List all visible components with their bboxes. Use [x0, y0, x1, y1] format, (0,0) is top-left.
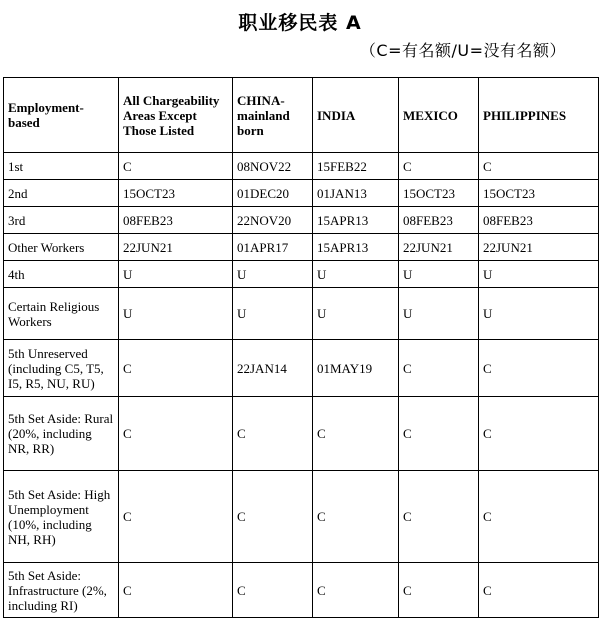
table-cell: U: [399, 288, 479, 340]
table-cell: 08NOV22: [233, 153, 313, 180]
table-cell: C: [313, 563, 399, 618]
table-row: [4, 397, 599, 471]
row-category: Other Workers: [4, 234, 119, 261]
table-cell: C: [233, 397, 313, 471]
table-cell: 22NOV20: [233, 207, 313, 234]
table-cell: C: [119, 563, 233, 618]
table-cell: 15APR13: [313, 234, 399, 261]
header-row: [4, 78, 599, 153]
table-cell: 22JUN21: [479, 234, 599, 261]
table-cell: C: [399, 397, 479, 471]
table-cell: 15OCT23: [119, 180, 233, 207]
row-category: 5th Set Aside: Infrastructure (2%, including RI): [4, 563, 119, 618]
row-category: 3rd: [4, 207, 119, 234]
table-row: [4, 261, 599, 288]
table-row: [4, 153, 599, 180]
table-cell: U: [119, 261, 233, 288]
column-header-category: Employment-based: [4, 78, 119, 153]
table-row: [4, 471, 599, 563]
page-subtitle: （C=有名额/U=没有名额）: [359, 41, 566, 60]
table-cell: C: [479, 397, 599, 471]
table-cell: 15FEB22: [313, 153, 399, 180]
column-header-mexico: MEXICO: [399, 78, 479, 153]
table-row: [4, 288, 599, 340]
table-cell: U: [233, 261, 313, 288]
table-cell: 08FEB23: [119, 207, 233, 234]
row-category: 1st: [4, 153, 119, 180]
table-cell: C: [233, 471, 313, 563]
table-cell: 15APR13: [313, 207, 399, 234]
table-cell: C: [479, 340, 599, 397]
table-cell: 22JUN21: [399, 234, 479, 261]
table-row: [4, 180, 599, 207]
table-cell: C: [119, 153, 233, 180]
table-cell: C: [399, 563, 479, 618]
column-header-india: INDIA: [313, 78, 399, 153]
table-row: [4, 207, 599, 234]
page-title: 职业移民表 A: [238, 12, 362, 34]
table-row: [4, 563, 599, 618]
visa-bulletin-table: [3, 77, 599, 618]
table-cell: 22JUN21: [119, 234, 233, 261]
table-cell: 08FEB23: [399, 207, 479, 234]
table-cell: 01APR17: [233, 234, 313, 261]
table-cell: C: [399, 153, 479, 180]
table-cell: U: [399, 261, 479, 288]
table-cell: 15OCT23: [399, 180, 479, 207]
table-cell: C: [313, 397, 399, 471]
table-row: [4, 340, 599, 397]
table-cell: U: [479, 288, 599, 340]
table-cell: C: [479, 563, 599, 618]
table-cell: 15OCT23: [479, 180, 599, 207]
table-row: [4, 234, 599, 261]
table-cell: U: [479, 261, 599, 288]
table-cell: U: [313, 261, 399, 288]
table-cell: C: [233, 563, 313, 618]
row-category: Certain Religious Workers: [4, 288, 119, 340]
table-cell: 22JAN14: [233, 340, 313, 397]
table-cell: C: [399, 471, 479, 563]
row-category: 5th Set Aside: Rural (20%, including NR, RR): [4, 397, 119, 471]
table-cell: 08FEB23: [479, 207, 599, 234]
table-cell: C: [119, 471, 233, 563]
row-category: 5th Unreserved (including C5, T5, I5, R5, NU, RU): [4, 340, 119, 397]
table-cell: U: [313, 288, 399, 340]
table-cell: C: [479, 153, 599, 180]
table-cell: C: [119, 340, 233, 397]
row-category: 2nd: [4, 180, 119, 207]
table-cell: 01JAN13: [313, 180, 399, 207]
table-cell: 01DEC20: [233, 180, 313, 207]
table-cell: C: [119, 397, 233, 471]
row-category: 4th: [4, 261, 119, 288]
table-cell: U: [233, 288, 313, 340]
table-cell: C: [479, 471, 599, 563]
column-header-china: CHINA-mainland born: [233, 78, 313, 153]
table-cell: 01MAY19: [313, 340, 399, 397]
column-header-philippines: PHILIPPINES: [479, 78, 599, 153]
row-category: 5th Set Aside: High Unemployment (10%, including NH, RH): [4, 471, 119, 563]
table-cell: U: [119, 288, 233, 340]
table-cell: C: [399, 340, 479, 397]
column-header-all-chargeability: All Chargeability Areas Except Those Listed: [119, 78, 233, 153]
table-cell: C: [313, 471, 399, 563]
